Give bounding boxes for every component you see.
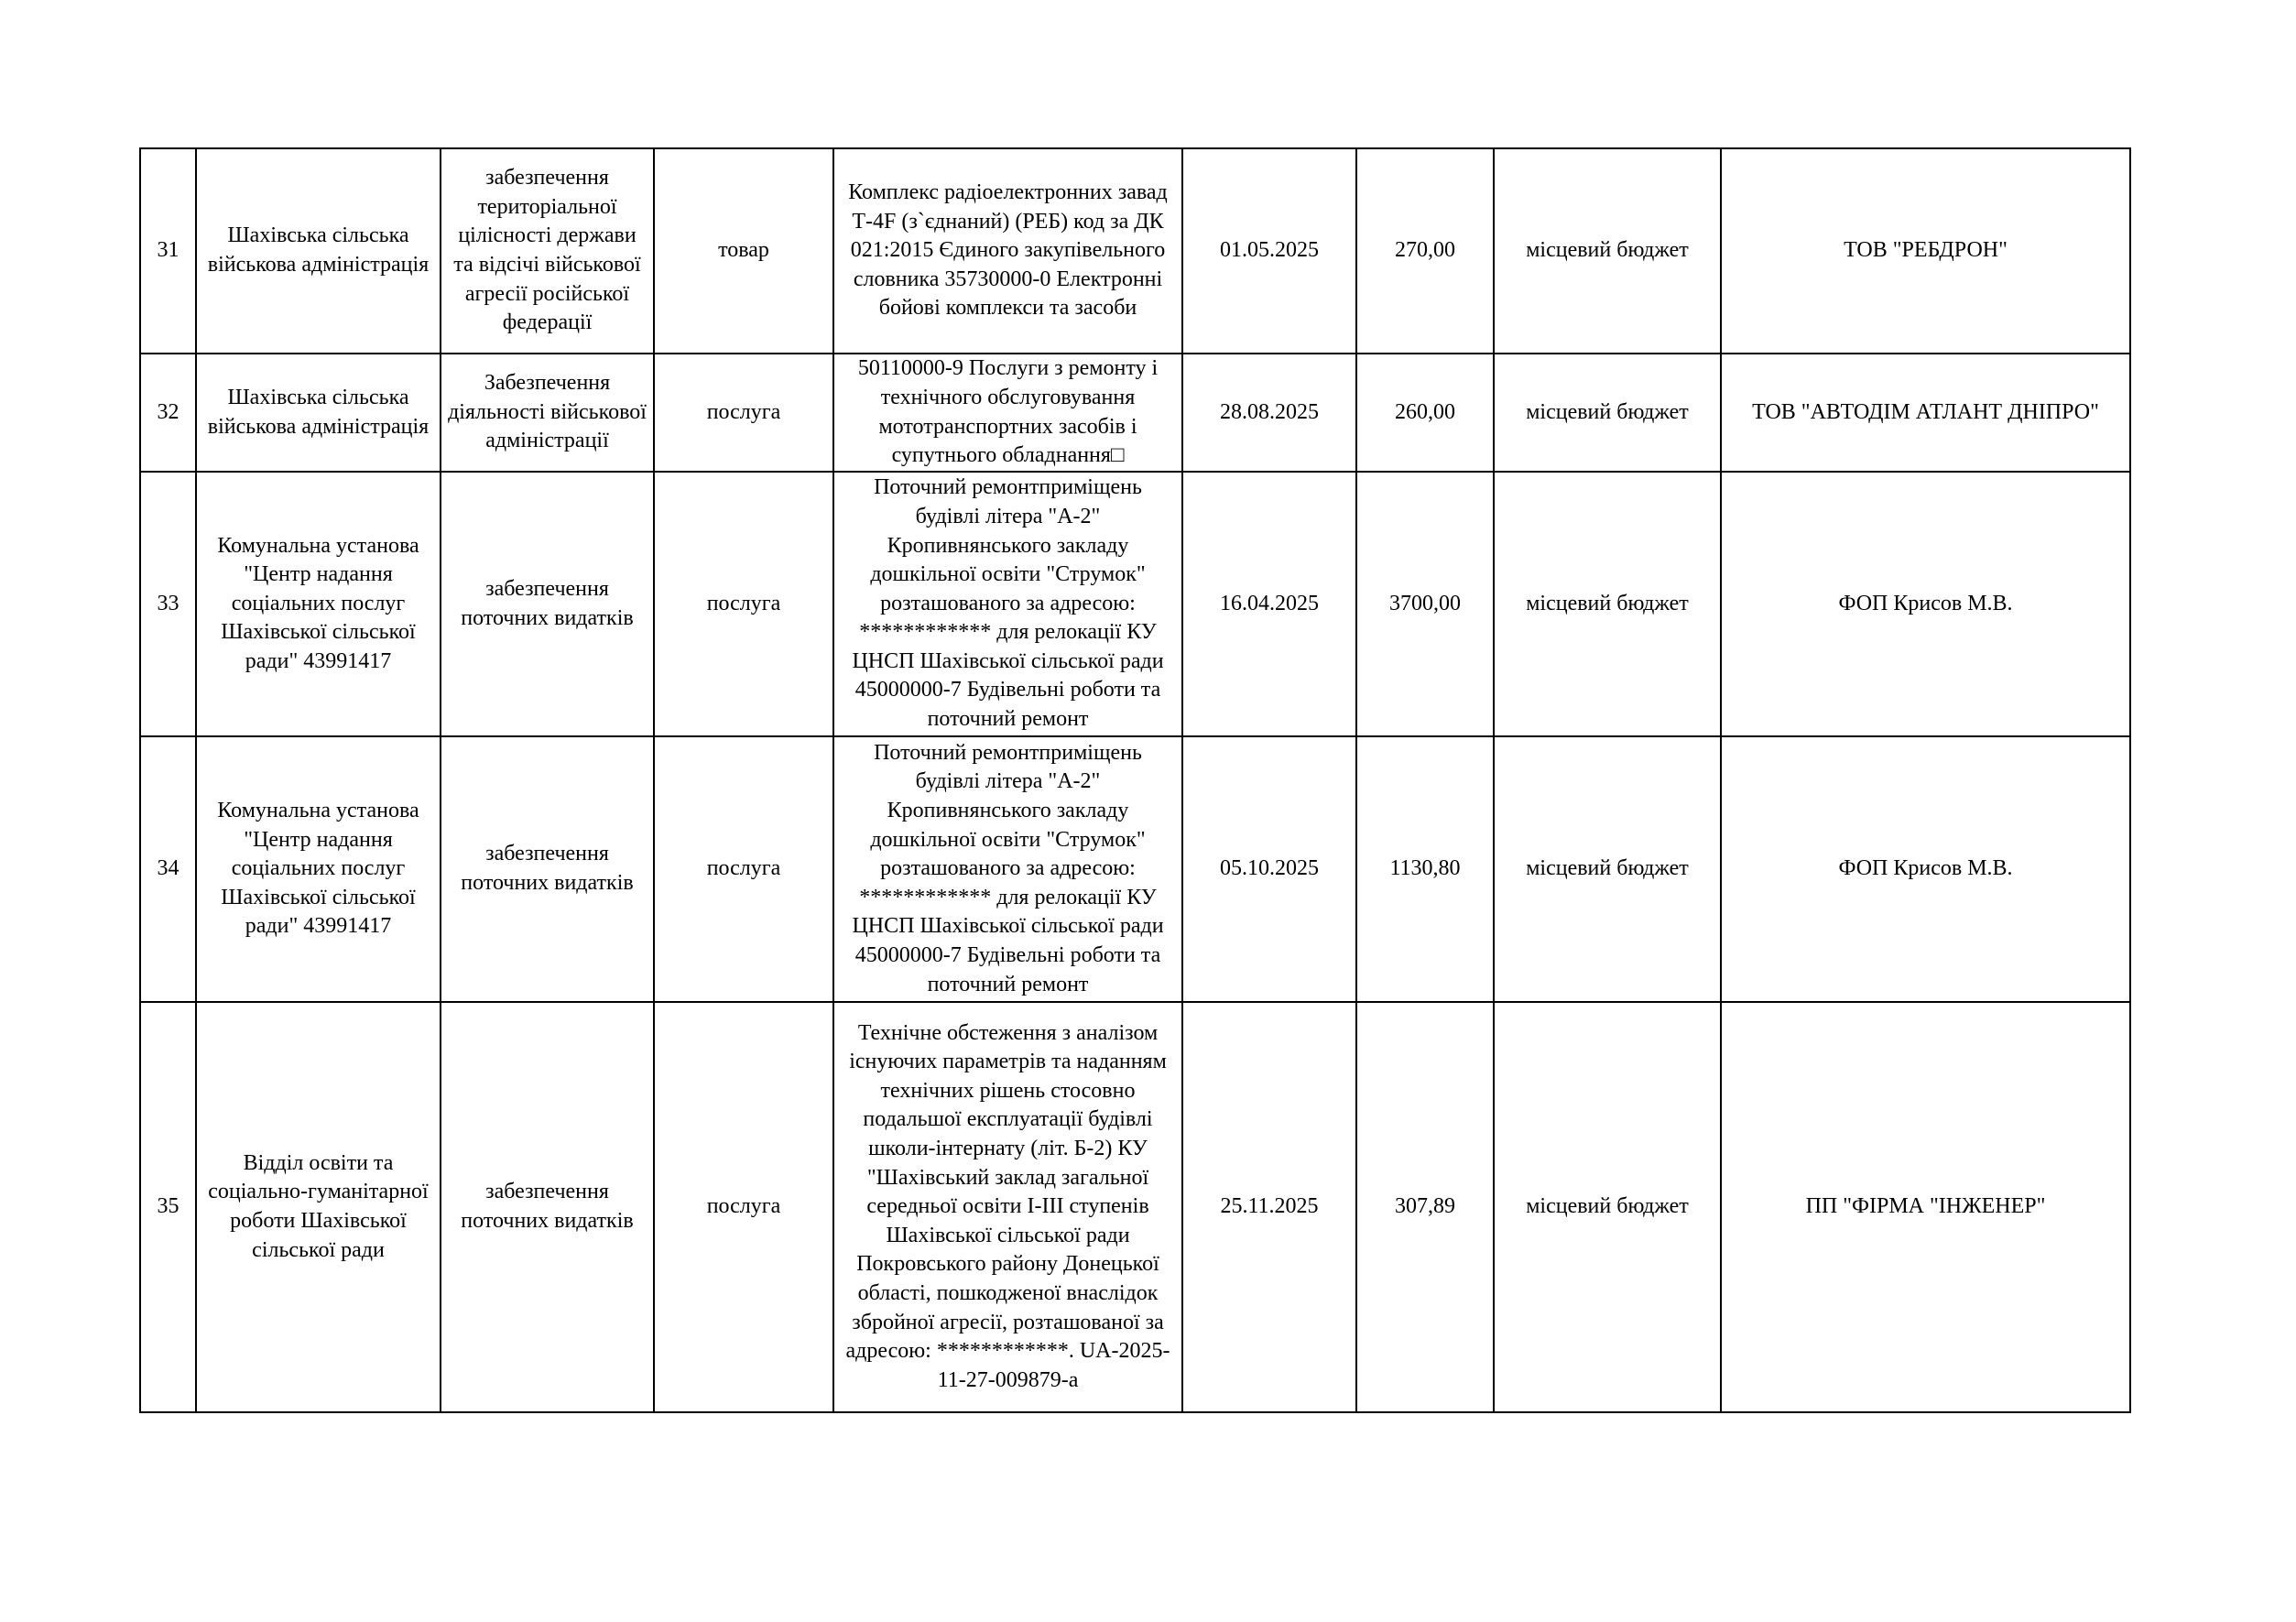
subject-cell: Комплекс радіоелектронних завад Т-4F (з`єднаний) (РЕБ) код за ДК 021:2015 Єдиного закупівельного словника 35730000-0 Електронні бойові комплекси та засоби [833,148,1182,354]
type-cell: послуга [654,472,833,736]
customer-cell: Комунальна установа "Центр надання соціальних послуг Шахівської сільської ради" 43991417 [196,472,441,736]
date-cell: 16.04.2025 [1182,472,1356,736]
table-row [140,354,2130,472]
type-cell: товар [654,148,833,354]
supplier-cell: ПП "ФІРМА "ІНЖЕНЕР" [1721,1002,2130,1412]
subject-cell: Поточний ремонтприміщень будівлі літера "А-2" Кропивнянського закладу дошкільної освіти "Струмок" розташованого за адресою: ************ для релокації КУ ЦНСП Шахівської сільської ради 45000000-7 Будівельні роботи та поточний ремонт [833,736,1182,1002]
customer-cell: Шахівська сільська військова адміністрація [196,354,441,472]
date-cell: 05.10.2025 [1182,736,1356,1002]
table-row [140,148,2130,354]
funding-source-cell: місцевий бюджет [1494,472,1721,736]
subject-cell: 50110000-9 Послуги з ремонту і технічного обслуговування мототранспортних засобів і супутнього обладнання□ [833,354,1182,472]
subject-cell: Поточний ремонтприміщень будівлі літера "А-2" Кропивнянського закладу дошкільної освіти "Струмок" розташованого за адресою: ************ для релокації КУ ЦНСП Шахівської сільської ради 45000000-7 Будівельні роботи та поточний ремонт [833,472,1182,736]
purpose-cell: забезпечення поточних видатків [441,472,654,736]
funding-source-cell: місцевий бюджет [1494,1002,1721,1412]
supplier-cell: ТОВ "АВТОДІМ АТЛАНТ ДНІПРО" [1721,354,2130,472]
type-cell: послуга [654,736,833,1002]
date-cell: 28.08.2025 [1182,354,1356,472]
table-row [140,1002,2130,1412]
purpose-cell: забезпечення територіальної цілісності держави та відсічі військової агресії російської федерації [441,148,654,354]
row-number: 35 [140,1002,196,1412]
amount-cell: 260,00 [1356,354,1494,472]
supplier-cell: ФОП Крисов М.В. [1721,736,2130,1002]
date-cell: 25.11.2025 [1182,1002,1356,1412]
purpose-cell: забезпечення поточних видатків [441,1002,654,1412]
table-row [140,736,2130,1002]
funding-source-cell: місцевий бюджет [1494,354,1721,472]
subject-cell: Технічне обстеження з аналізом існуючих параметрів та наданням технічних рішень стосовно подальшої експлуатації будівлі школи-інтернату (літ. Б-2) КУ "Шахівський заклад загальної середньої освіти І-ІІІ ступенів Шахівської сільської ради Покровського району Донецької області, пошкодженої внаслідок збройної агресії, розташованої за адресою: ************. UA-2025-11-27-009879-a [833,1002,1182,1412]
supplier-cell: ТОВ "РЕБДРОН" [1721,148,2130,354]
row-number: 32 [140,354,196,472]
date-cell: 01.05.2025 [1182,148,1356,354]
amount-cell: 307,89 [1356,1002,1494,1412]
customer-cell: Відділ освіти та соціально-гуманітарної роботи Шахівської сільської ради [196,1002,441,1412]
funding-source-cell: місцевий бюджет [1494,736,1721,1002]
customer-cell: Комунальна установа "Центр надання соціальних послуг Шахівської сільської ради" 43991417 [196,736,441,1002]
row-number: 31 [140,148,196,354]
amount-cell: 1130,80 [1356,736,1494,1002]
table-row [140,472,2130,736]
amount-cell: 3700,00 [1356,472,1494,736]
amount-cell: 270,00 [1356,148,1494,354]
procurement-table [139,147,2131,1413]
customer-cell: Шахівська сільська військова адміністрація [196,148,441,354]
type-cell: послуга [654,1002,833,1412]
funding-source-cell: місцевий бюджет [1494,148,1721,354]
purpose-cell: забезпечення поточних видатків [441,736,654,1002]
row-number: 33 [140,472,196,736]
purpose-cell: Забезпечення діяльності військової адміністрації [441,354,654,472]
row-number: 34 [140,736,196,1002]
supplier-cell: ФОП Крисов М.В. [1721,472,2130,736]
type-cell: послуга [654,354,833,472]
